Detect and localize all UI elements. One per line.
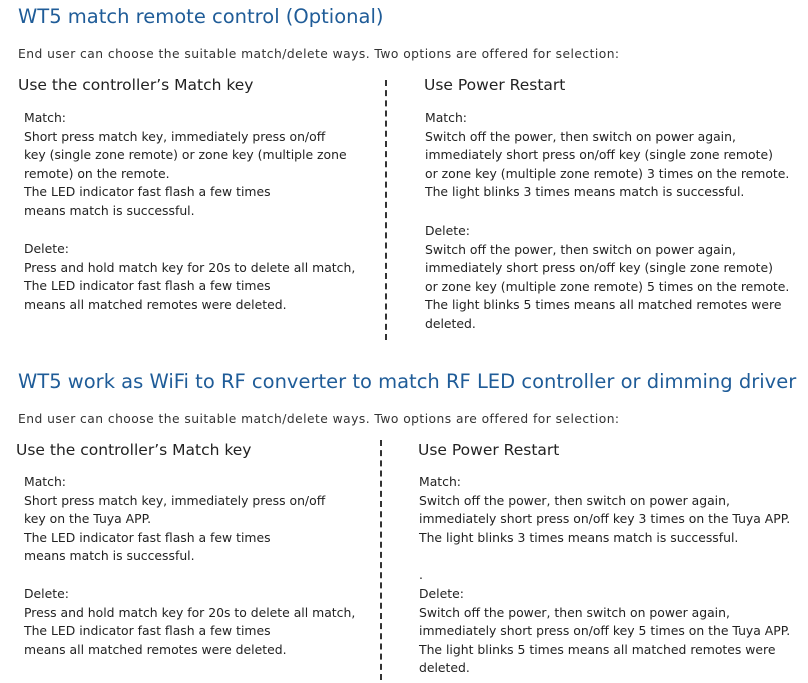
- delete-label: Delete:: [425, 223, 470, 238]
- instruction-line: immediately short press on/off key (single zone remote): [425, 147, 773, 163]
- instruction-line: The light blinks 5 times means all matched remotes were: [425, 297, 782, 313]
- instruction-line: immediately short press on/off key 3 times on the Tuya APP.: [419, 511, 791, 527]
- section1-left-delete: [24, 240, 355, 314]
- instruction-line: The light blinks 3 times means match is successful.: [425, 184, 745, 200]
- section2-left-heading: Use the controller’s Match key: [16, 441, 252, 459]
- instruction-line: means match is successful.: [24, 202, 195, 218]
- instruction-line: immediately short press on/off key (single zone remote): [425, 260, 773, 276]
- delete-label: Delete:: [24, 586, 69, 601]
- instruction-line: means all matched remotes were deleted.: [24, 296, 287, 312]
- section2-intro: End user can choose the suitable match/delete ways. Two options are offered for selection:: [18, 412, 620, 426]
- section2-title: WT5 work as WiFi to RF converter to match RF LED controller or dimming driver: [18, 370, 797, 393]
- instruction-line: means all matched remotes were deleted.: [24, 641, 287, 657]
- section2-right-match: [419, 473, 790, 547]
- instruction-line: means match is successful.: [24, 548, 195, 564]
- match-label: Match:: [419, 474, 461, 489]
- section2-column-divider: [380, 440, 382, 680]
- section1-column-divider: [385, 80, 387, 340]
- instruction-line: Short press match key, immediately press on/off: [24, 492, 326, 508]
- instruction-line: deleted.: [425, 315, 476, 331]
- instruction-line: The LED indicator fast flash a few times: [24, 623, 271, 639]
- instruction-line: The light blinks 3 times means match is successful.: [419, 529, 739, 545]
- instruction-line: The LED indicator fast flash a few times: [24, 529, 271, 545]
- section1-intro: End user can choose the suitable match/delete ways. Two options are offered for selection:: [18, 47, 620, 61]
- instruction-line: immediately short press on/off key 5 times on the Tuya APP.: [419, 623, 791, 639]
- section1-left-heading: Use the controller’s Match key: [18, 76, 254, 94]
- instruction-line: key (single zone remote) or zone key (multiple zone: [24, 147, 347, 163]
- match-label: Match:: [24, 110, 66, 125]
- section1-right-delete: [425, 222, 789, 334]
- instruction-line: Switch off the power, then switch on power again,: [419, 604, 730, 620]
- section2-right-heading: Use Power Restart: [418, 441, 560, 459]
- instruction-line: Switch off the power, then switch on power again,: [419, 492, 730, 508]
- section2-left-match: [24, 473, 325, 566]
- section1-right-heading: Use Power Restart: [424, 76, 566, 94]
- instruction-line: The LED indicator fast flash a few times: [24, 278, 271, 294]
- instruction-line: deleted.: [419, 660, 470, 676]
- instruction-line: Press and hold match key for 20s to delete all match,: [24, 259, 356, 275]
- delete-label: Delete:: [419, 586, 464, 601]
- section2-left-delete: [24, 585, 355, 659]
- section1-left-match: [24, 109, 347, 221]
- instruction-line: key on the Tuya APP.: [24, 511, 152, 527]
- stray-dot: .: [419, 567, 423, 582]
- instruction-line: The light blinks 5 times means all matched remotes were: [419, 641, 776, 657]
- delete-label: Delete:: [24, 241, 69, 256]
- section1-right-match: [425, 109, 789, 202]
- instruction-line: Switch off the power, then switch on power again,: [425, 241, 736, 257]
- instruction-line: or zone key (multiple zone remote) 3 times on the remote.: [425, 165, 790, 181]
- instruction-line: remote) on the remote.: [24, 165, 170, 181]
- section2-right-delete: [419, 585, 790, 678]
- instruction-line: Short press match key, immediately press on/off: [24, 128, 326, 144]
- instruction-line: Switch off the power, then switch on power again,: [425, 128, 736, 144]
- section1-title: WT5 match remote control (Optional): [18, 5, 384, 28]
- instruction-line: The LED indicator fast flash a few times: [24, 184, 271, 200]
- instruction-line: Press and hold match key for 20s to delete all match,: [24, 604, 356, 620]
- match-label: Match:: [425, 110, 467, 125]
- instruction-line: or zone key (multiple zone remote) 5 times on the remote.: [425, 278, 790, 294]
- match-label: Match:: [24, 474, 66, 489]
